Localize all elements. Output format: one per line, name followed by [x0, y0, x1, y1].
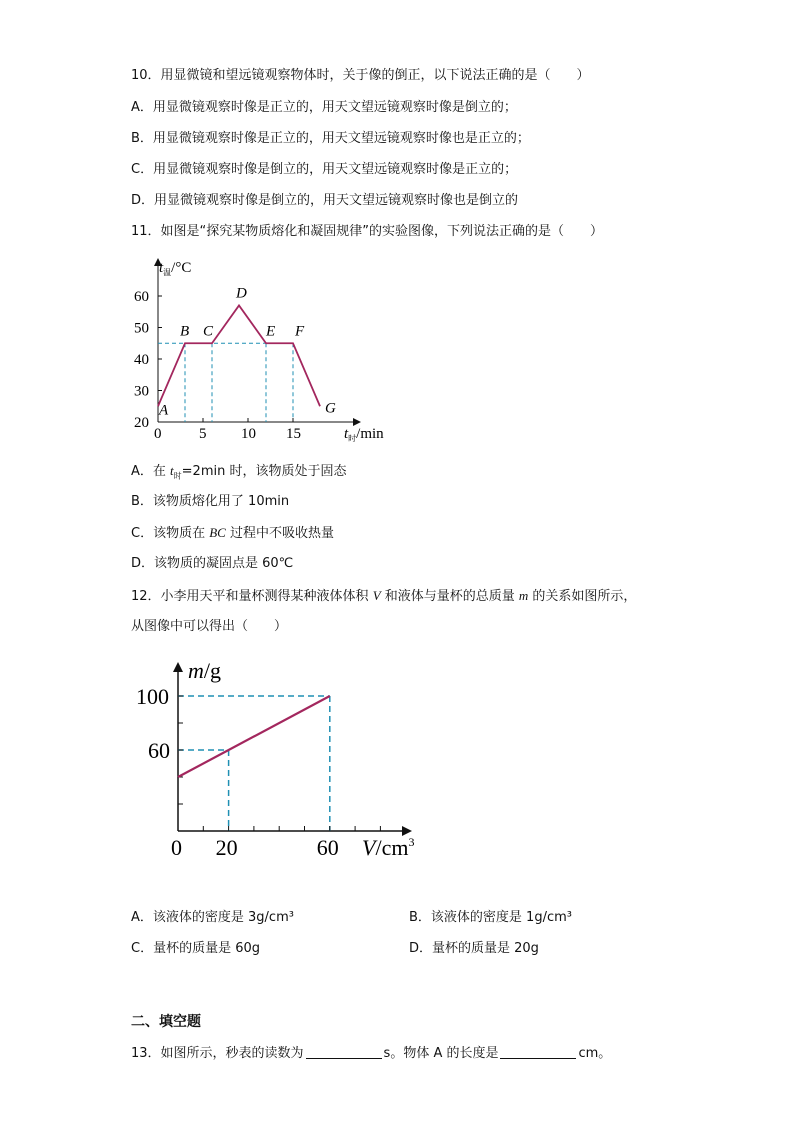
q11-option-d: D．该物质的凝固点是 60℃	[131, 556, 294, 571]
q12-stem-line2: 从图像中可以得出（ ）	[131, 619, 288, 634]
q11-x-tick-label: 5	[199, 426, 207, 442]
q11-stem: 11．如图是“探究某物质熔化和凝固规律”的实验图像，下列说法正确的是（ ）	[131, 224, 604, 239]
q11-y-tick-label: 60	[134, 289, 149, 305]
q12-mass-volume-line	[178, 696, 330, 777]
q12-y-tick-label: 100	[136, 684, 169, 709]
q10-option-a: A．用显微镜观察时像是正立的，用天文望远镜观察时像是倒立的；	[131, 100, 517, 115]
q11-y-tick-label: 50	[134, 320, 149, 337]
q12-x-tick-label: 20	[215, 835, 238, 860]
q11-option-b: B．该物质熔化用了 10min	[131, 494, 290, 509]
q10-option-c: C．用显微镜观察时像是倒立的，用天文望远镜观察时像是正立的；	[131, 162, 518, 177]
q12-y-axis-label: m/g	[188, 658, 222, 683]
q10-option-b: B．用显微镜观察时像是正立的，用天文望远镜观察时像也是正立的；	[131, 131, 530, 146]
q13-answer-blank-1[interactable]	[306, 1044, 382, 1059]
q12-option-b: B．该液体的密度是 1g/cm³	[409, 910, 572, 925]
q12-y-axis-arrow	[173, 662, 183, 672]
q11-chart	[125, 252, 405, 447]
q11-point-label-e: E	[266, 323, 276, 340]
q11-y-tick-label: 40	[134, 352, 149, 368]
q11-y-tick-label: 20	[134, 415, 149, 431]
q11-y-tick-label: 30	[134, 383, 149, 400]
q11-point-label-g: G	[325, 400, 336, 417]
q12-x-axis-label: $V/cm^3$	[362, 835, 415, 860]
q11-x-axis-arrow	[353, 418, 361, 426]
q12-option-d: D．量杯的质量是 20g	[409, 941, 539, 956]
q10-option-d: D．用显微镜观察时像是倒立的，用天文望远镜观察时像也是倒立的	[131, 193, 519, 208]
q11-y-axis-label: $t_温/^\circ C$	[159, 260, 192, 277]
q11-option-a: A．在 $t_时=2\min$ 时，该物质处于固态	[131, 463, 347, 481]
q11-point-label-b: B	[180, 323, 190, 340]
q11-point-label-f: F	[295, 323, 305, 340]
q11-point-label-c: C	[203, 323, 214, 340]
q11-x-tick-label: 10	[241, 426, 256, 442]
q12-x-tick-label: 60	[316, 835, 339, 860]
q12-stem: 12．小李用天平和量杯测得某种液体体积 V 和液体与量杯的总质量 m 的关系如图所示，	[131, 588, 637, 604]
q12-chart	[136, 650, 440, 865]
q13-stem: 13．如图所示，秒表的读数为 s。物体 A 的长度是 cm。	[131, 1046, 612, 1061]
q13-answer-blank-2[interactable]	[500, 1044, 576, 1059]
q10-stem: 10．用显微镜和望远镜观察物体时，关于像的倒正，以下说法正确的是（ ）	[131, 68, 590, 83]
q12-option-c: C．量杯的质量是 60g	[131, 941, 261, 956]
section-title: 二、填空题	[131, 1014, 201, 1030]
q11-temperature-line	[158, 305, 320, 406]
q11-x-tick-label: 0	[154, 426, 162, 442]
q12-x-tick-label: 0	[171, 835, 182, 860]
q11-point-label-a: A	[159, 402, 169, 419]
q12-y-tick-label: 60	[148, 738, 170, 763]
q11-point-label-d: D	[236, 285, 247, 302]
q11-x-axis-label: $t_时/\min$	[344, 426, 384, 443]
q12-option-a: A．该液体的密度是 3g/cm³	[131, 910, 294, 925]
q11-option-c: C．该物质在 BC 过程中不吸收热量	[131, 525, 334, 541]
q11-x-tick-label: 15	[286, 426, 301, 442]
